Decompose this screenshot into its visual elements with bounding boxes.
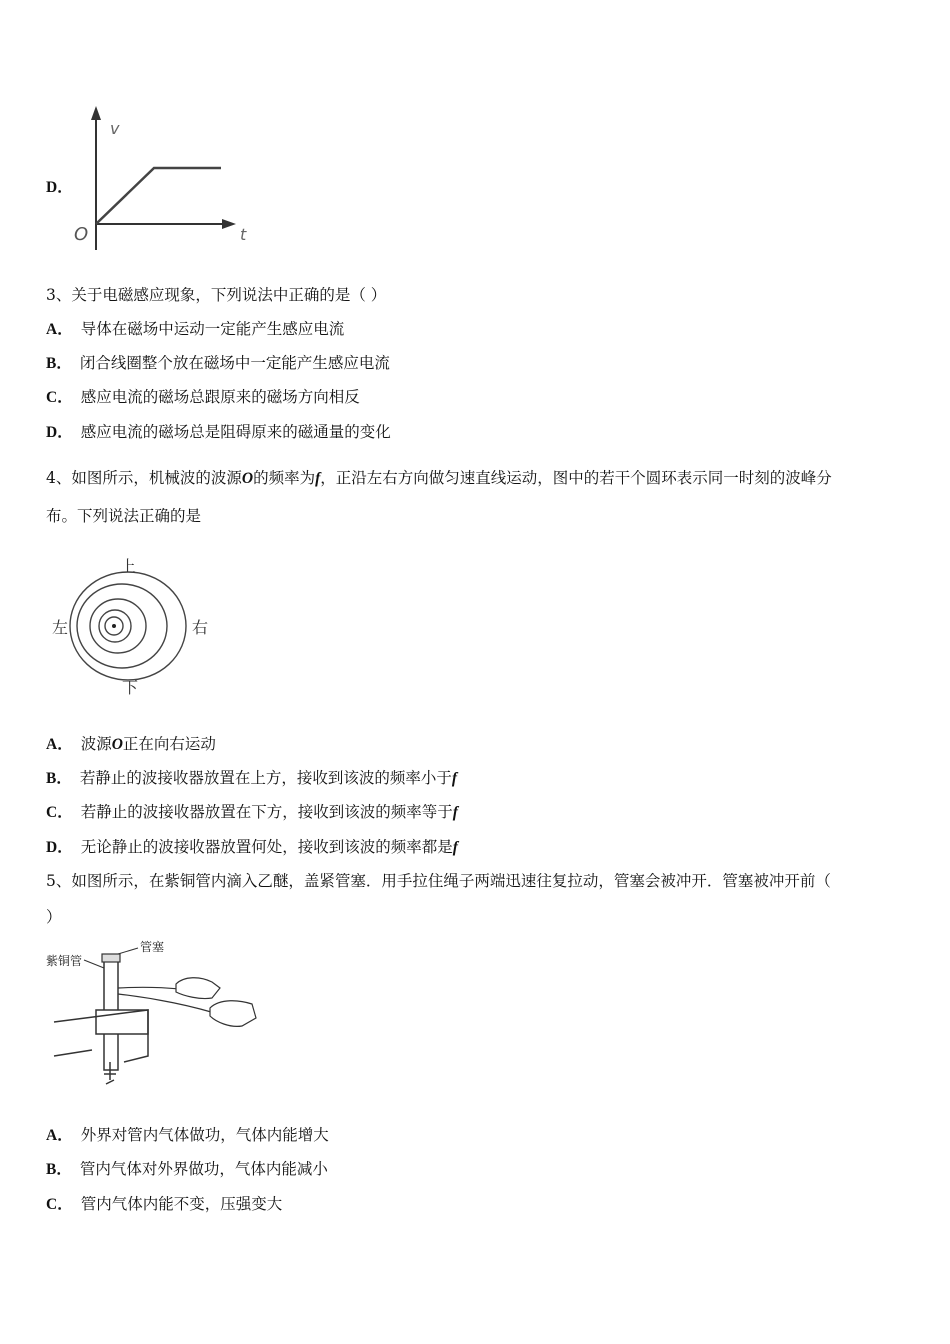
label-left: 左: [52, 618, 69, 637]
q3-option-d: D． 感应电流的磁场总是阻碍原来的磁通量的变化: [46, 423, 391, 441]
q4-wave-figure: [48, 552, 228, 697]
hand-2: [210, 1001, 256, 1027]
q5-option-c: C． 管内气体内能不变，压强变大: [46, 1195, 283, 1213]
q4-option-a: A． 波源O正在向右运动: [46, 735, 216, 753]
plug-pointer: [118, 948, 138, 954]
q5-option-b: B． 管内气体对外界做功，气体内能减小: [46, 1160, 328, 1178]
x-axis-arrow: [222, 219, 236, 229]
wave-source-dot: [112, 624, 116, 628]
origin-label: O: [74, 224, 89, 245]
tube-label: 紫铜管: [46, 954, 83, 968]
label-up: 上: [120, 557, 137, 576]
hand-1: [176, 978, 220, 999]
q5-stem: 5、如图所示，在紫铜管内滴入乙醚，盖紧管塞．用手拉住绳子两端迅速往复拉动，管塞会被冲开．管塞被冲开前（: [46, 872, 831, 890]
q3-option-a: A． 导体在磁场中运动一定能产生感应电流: [46, 320, 345, 338]
q2-option-d-label: D．: [46, 179, 73, 196]
plug-label: 管塞: [140, 940, 165, 954]
wave-ring-1: [70, 572, 186, 680]
q4-option-c: C． 若静止的波接收器放置在下方，接收到该波的频率等于f: [46, 803, 458, 821]
q3-option-b: B． 闭合线圈整个放在磁场中一定能产生感应电流: [46, 354, 390, 372]
q4-option-d: D． 无论静止的波接收器放置何处，接收到该波的频率都是f: [46, 838, 458, 856]
label-right: 右: [192, 618, 209, 637]
q4-stem: 4、如图所示，机械波的波源O的频率为f，正沿左右方向做匀速直线运动，图中的若干个圆环表示同一时刻的波峰分: [46, 469, 832, 487]
q5-copper-tube-figure: [44, 938, 259, 1088]
tube-plug: [102, 954, 120, 962]
q3-option-c: C． 感应电流的磁场总跟原来的磁场方向相反: [46, 388, 360, 406]
tube-pointer: [84, 960, 104, 968]
q3-stem: 3、关于电磁感应现象，下列说法中正确的是（ ）: [46, 286, 387, 304]
y-axis-label: v: [110, 119, 120, 138]
q4-option-b: B． 若静止的波接收器放置在上方，接收到该波的频率小于f: [46, 769, 458, 787]
q2-v-t-graph: [66, 100, 266, 255]
q5-stem-line2: ）: [46, 908, 62, 926]
y-axis-arrow: [91, 106, 101, 120]
q4-stem-line2: 布。下列说法正确的是: [46, 507, 202, 525]
q5-option-a: A． 外界对管内气体做功，气体内能增大: [46, 1126, 329, 1144]
label-down: 下: [122, 678, 139, 697]
velocity-line: [96, 168, 221, 224]
x-axis-label: t: [240, 225, 247, 244]
